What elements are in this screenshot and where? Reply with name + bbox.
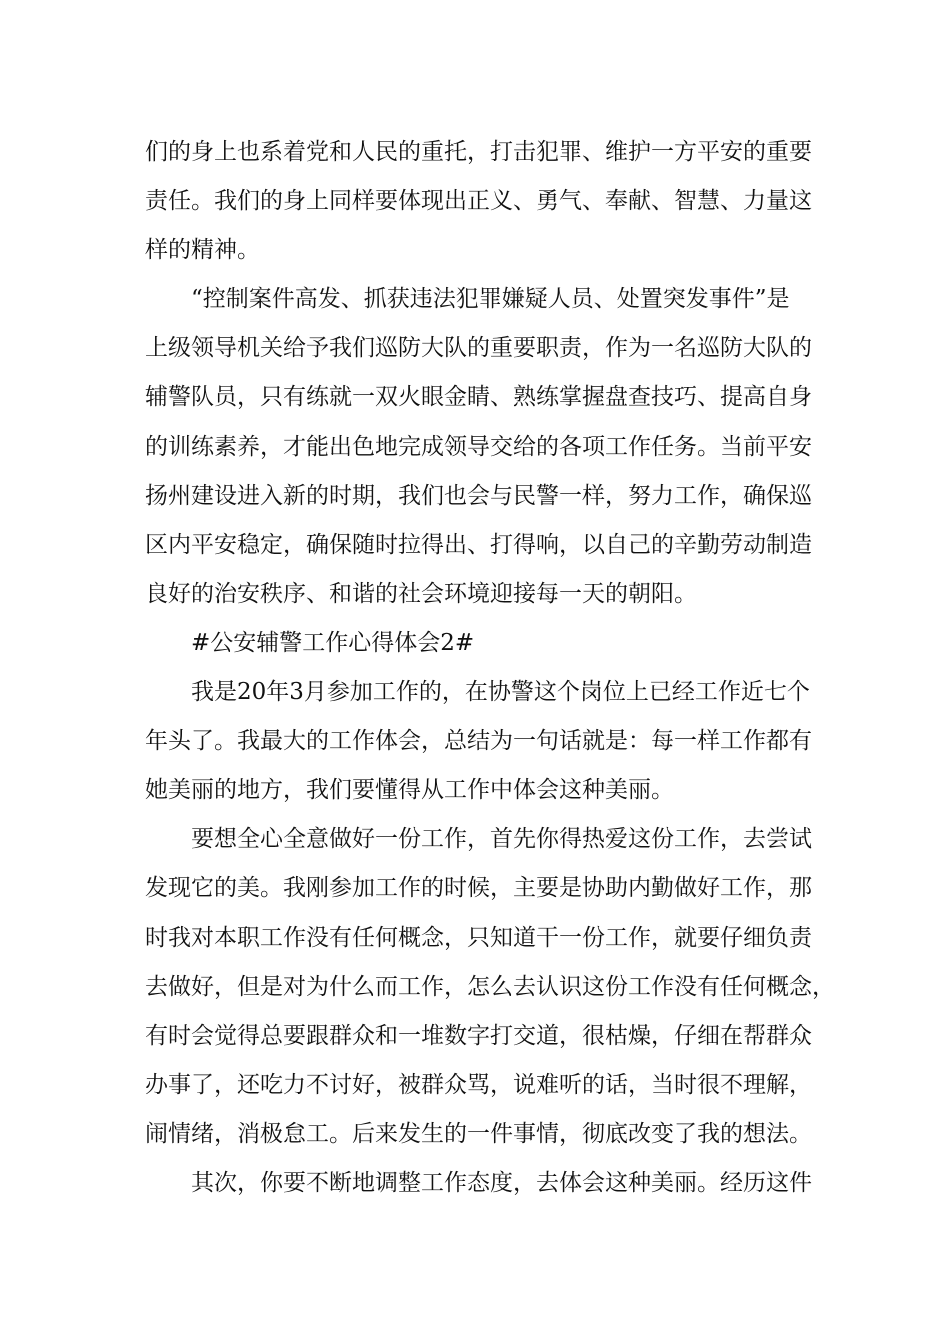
text-line: 良好的治安秩序、和谐的社会环境迎接每一天的朝阳。 — [145, 580, 697, 607]
text-line: 去做好，但是对为什么而工作，怎么去认识这份工作没有任何概念， — [145, 973, 835, 1000]
text-line: 责任。我们的身上同样要体现出正义、勇气、奉献、智慧、力量这 — [145, 188, 812, 215]
text-line: 区内平安稳定，确保随时拉得出、打得响，以自己的辛勤劳动制造 — [145, 531, 812, 558]
text-line: 们的身上也系着党和人民的重托，打击犯罪、维护一方平安的重要 — [145, 139, 812, 165]
paragraph-start-line: 要想全心全意做好一份工作，首先你得热爱这份工作，去尝试 — [191, 826, 812, 853]
paragraph-start-line: 我是20年3月参加工作的，在协警这个岗位上已经工作近七个 — [191, 679, 810, 706]
section-heading: #公安辅警工作心得体会2# — [191, 629, 475, 656]
text-line: 有时会觉得总要跟群众和一堆数字打交道，很枯燥，仔细在帮群众 — [145, 1022, 812, 1049]
paragraph-start-line: “控制案件高发、抓获违法犯罪嫌疑人员、处置突发事件”是 — [191, 286, 790, 313]
text-line: 辅警队员，只有练就一双火眼金睛、熟练掌握盘查技巧、提高自身 — [145, 384, 812, 411]
text-line: 样的精神。 — [145, 237, 260, 264]
text-line: 闹情绪，消极怠工。后来发生的一件事情，彻底改变了我的想法。 — [145, 1120, 812, 1147]
text-line: 扬州建设进入新的时期，我们也会与民警一样，努力工作，确保巡 — [145, 482, 812, 509]
text-line: 上级领导机关给予我们巡防大队的重要职责，作为一名巡防大队的 — [145, 335, 812, 362]
text-line: 她美丽的地方，我们要懂得从工作中体会这种美丽。 — [145, 777, 674, 804]
text-line: 时我对本职工作没有任何概念，只知道干一份工作，就要仔细负责 — [145, 924, 812, 951]
text-line: 的训练素养，才能出色地完成领导交给的各项工作任务。当前平安 — [145, 433, 812, 460]
paragraph-start-line: 其次，你要不断地调整工作态度，去体会这种美丽。经历这件 — [191, 1169, 812, 1196]
text-line: 办事了，还吃力不讨好，被群众骂，说难听的话，当时很不理解， — [145, 1071, 812, 1098]
text-line: 发现它的美。我刚参加工作的时候，主要是协助内勤做好工作，那 — [145, 875, 812, 902]
text-line: 年头了。我最大的工作体会，总结为一句话就是：每一样工作都有 — [145, 728, 812, 755]
document-body — [145, 128, 835, 1208]
